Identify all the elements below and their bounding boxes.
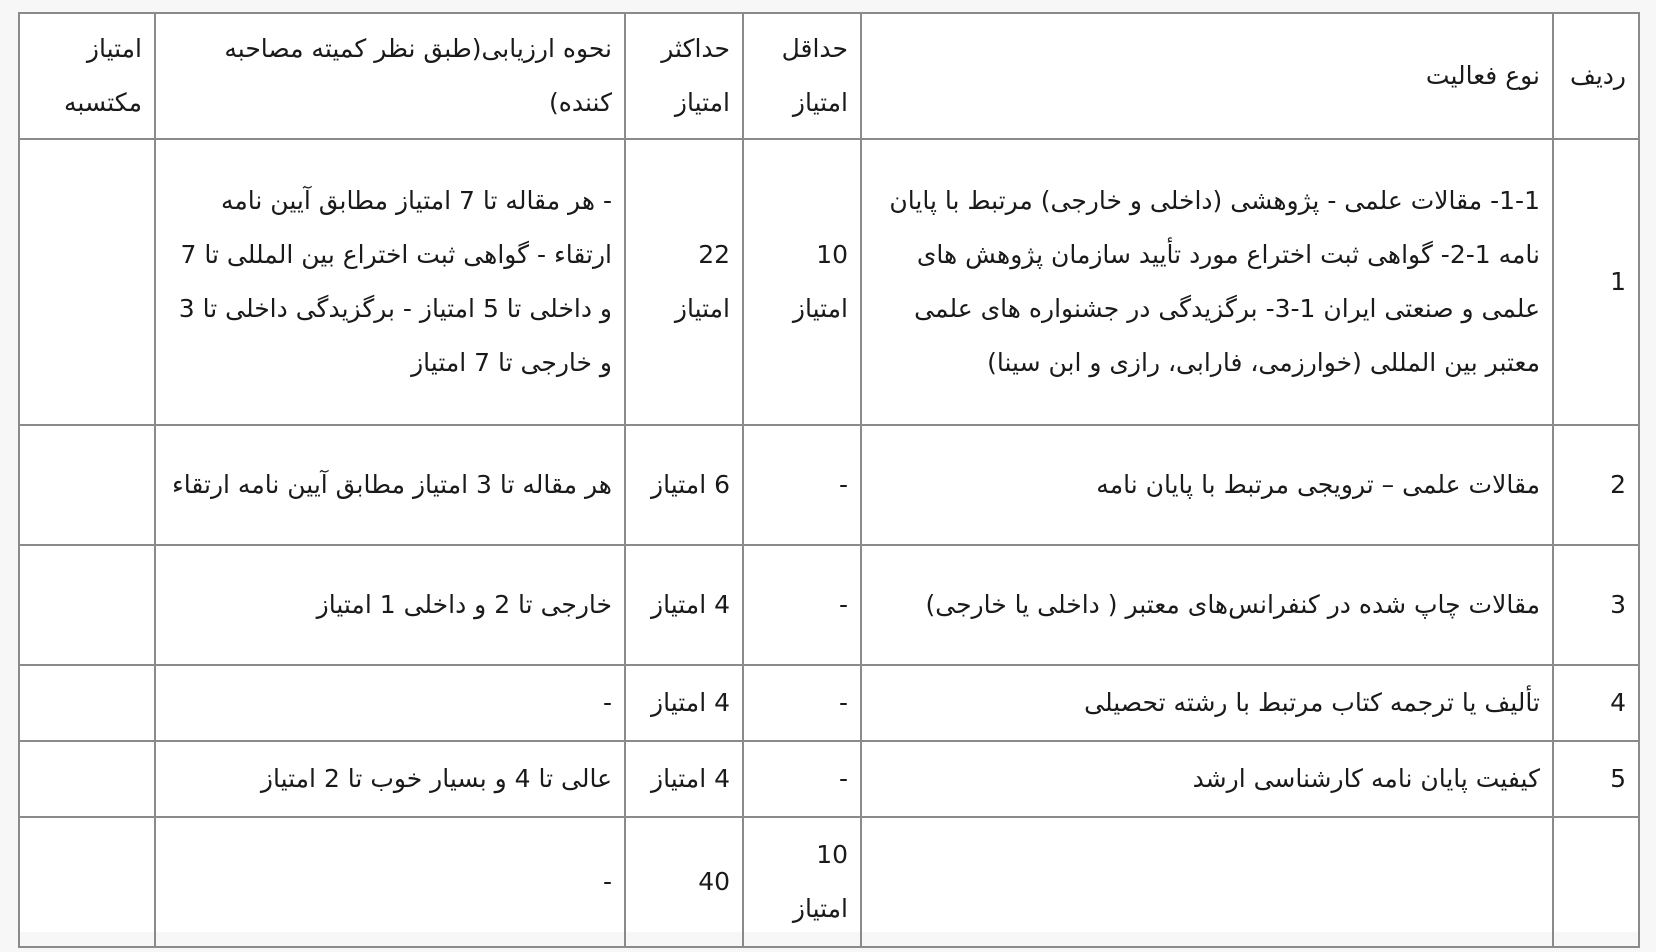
cell-earned-score (19, 741, 155, 817)
cell-earned-score (19, 545, 155, 665)
total-min-score: 10 امتیاز (743, 817, 861, 947)
cell-row-number: 3 (1553, 545, 1639, 665)
cell-activity-type: 1-1- مقالات علمی - پژوهشی (داخلی و خارجی) مرتبط با پایان نامه 1-2- گواهی ثبت اختراع مورد تأیید سازمان پژوهش های علمی و صنعتی ایران 1-3- برگزیدگی در جشنواره های علمی معتبر بین المللی (خوارزمی، فارابی، رازی و ابن سینا) (861, 139, 1553, 425)
cell-max-score: 6 امتیاز (625, 425, 743, 545)
header-activity-type: نوع فعالیت (861, 13, 1553, 139)
cell-row-number: 1 (1553, 139, 1639, 425)
cell-activity-type: کیفیت پایان نامه کارشناسی ارشد (861, 741, 1553, 817)
header-earned-score: امتیاز مکتسبه (19, 13, 155, 139)
cell-activity-type: مقالات چاپ شده در کنفرانس‌های معتبر ( داخلی یا خارجی) (861, 545, 1553, 665)
cell-activity-type: تألیف یا ترجمه کتاب مرتبط با رشته تحصیلی (861, 665, 1553, 741)
cell-evaluation: خارجی تا 2 و داخلی 1 امتیاز (155, 545, 625, 665)
cell-evaluation: هر مقاله تا 3 امتیاز مطابق آیین نامه ارتقاء (155, 425, 625, 545)
header-max-score: حداکثر امتیاز (625, 13, 743, 139)
table-row (19, 545, 1639, 665)
score-table-container (18, 12, 1640, 932)
cell-max-score: 4 امتیاز (625, 741, 743, 817)
cell-max-score: 4 امتیاز (625, 665, 743, 741)
cell-row-number: 2 (1553, 425, 1639, 545)
header-evaluation: نحوه ارزیابی(طبق نظر کمیته مصاحبه کننده) (155, 13, 625, 139)
score-table (18, 12, 1640, 948)
cell-row-number: 5 (1553, 741, 1639, 817)
cell-min-score: - (743, 665, 861, 741)
total-row-number (1553, 817, 1639, 947)
cell-activity-type: مقالات علمی – ترویجی مرتبط با پایان نامه (861, 425, 1553, 545)
cell-min-score: - (743, 425, 861, 545)
table-total-row (19, 817, 1639, 947)
cell-evaluation: - هر مقاله تا 7 امتیاز مطابق آیین نامه ارتقاء - گواهی ثبت اختراع بین المللی تا 7 و داخلی تا 5 امتیاز - برگزیدگی داخلی تا 3 و خارجی تا 7 امتیاز (155, 139, 625, 425)
table-row (19, 425, 1639, 545)
total-earned-score (19, 817, 155, 947)
cell-evaluation: عالی تا 4 و بسیار خوب تا 2 امتیاز (155, 741, 625, 817)
table-row (19, 741, 1639, 817)
cell-min-score: - (743, 545, 861, 665)
total-activity-type (861, 817, 1553, 947)
table-row (19, 139, 1639, 425)
cell-evaluation: - (155, 665, 625, 741)
table-row (19, 665, 1639, 741)
cell-earned-score (19, 665, 155, 741)
total-max-score: 40 (625, 817, 743, 947)
cell-min-score: 10 امتیاز (743, 139, 861, 425)
cell-min-score: - (743, 741, 861, 817)
cell-row-number: 4 (1553, 665, 1639, 741)
cell-earned-score (19, 139, 155, 425)
header-min-score: حداقل امتیاز (743, 13, 861, 139)
cell-max-score: 4 امتیاز (625, 545, 743, 665)
cell-max-score: 22 امتیاز (625, 139, 743, 425)
total-evaluation: - (155, 817, 625, 947)
cell-earned-score (19, 425, 155, 545)
header-row-number: ردیف (1553, 13, 1639, 139)
table-header-row (19, 13, 1639, 139)
